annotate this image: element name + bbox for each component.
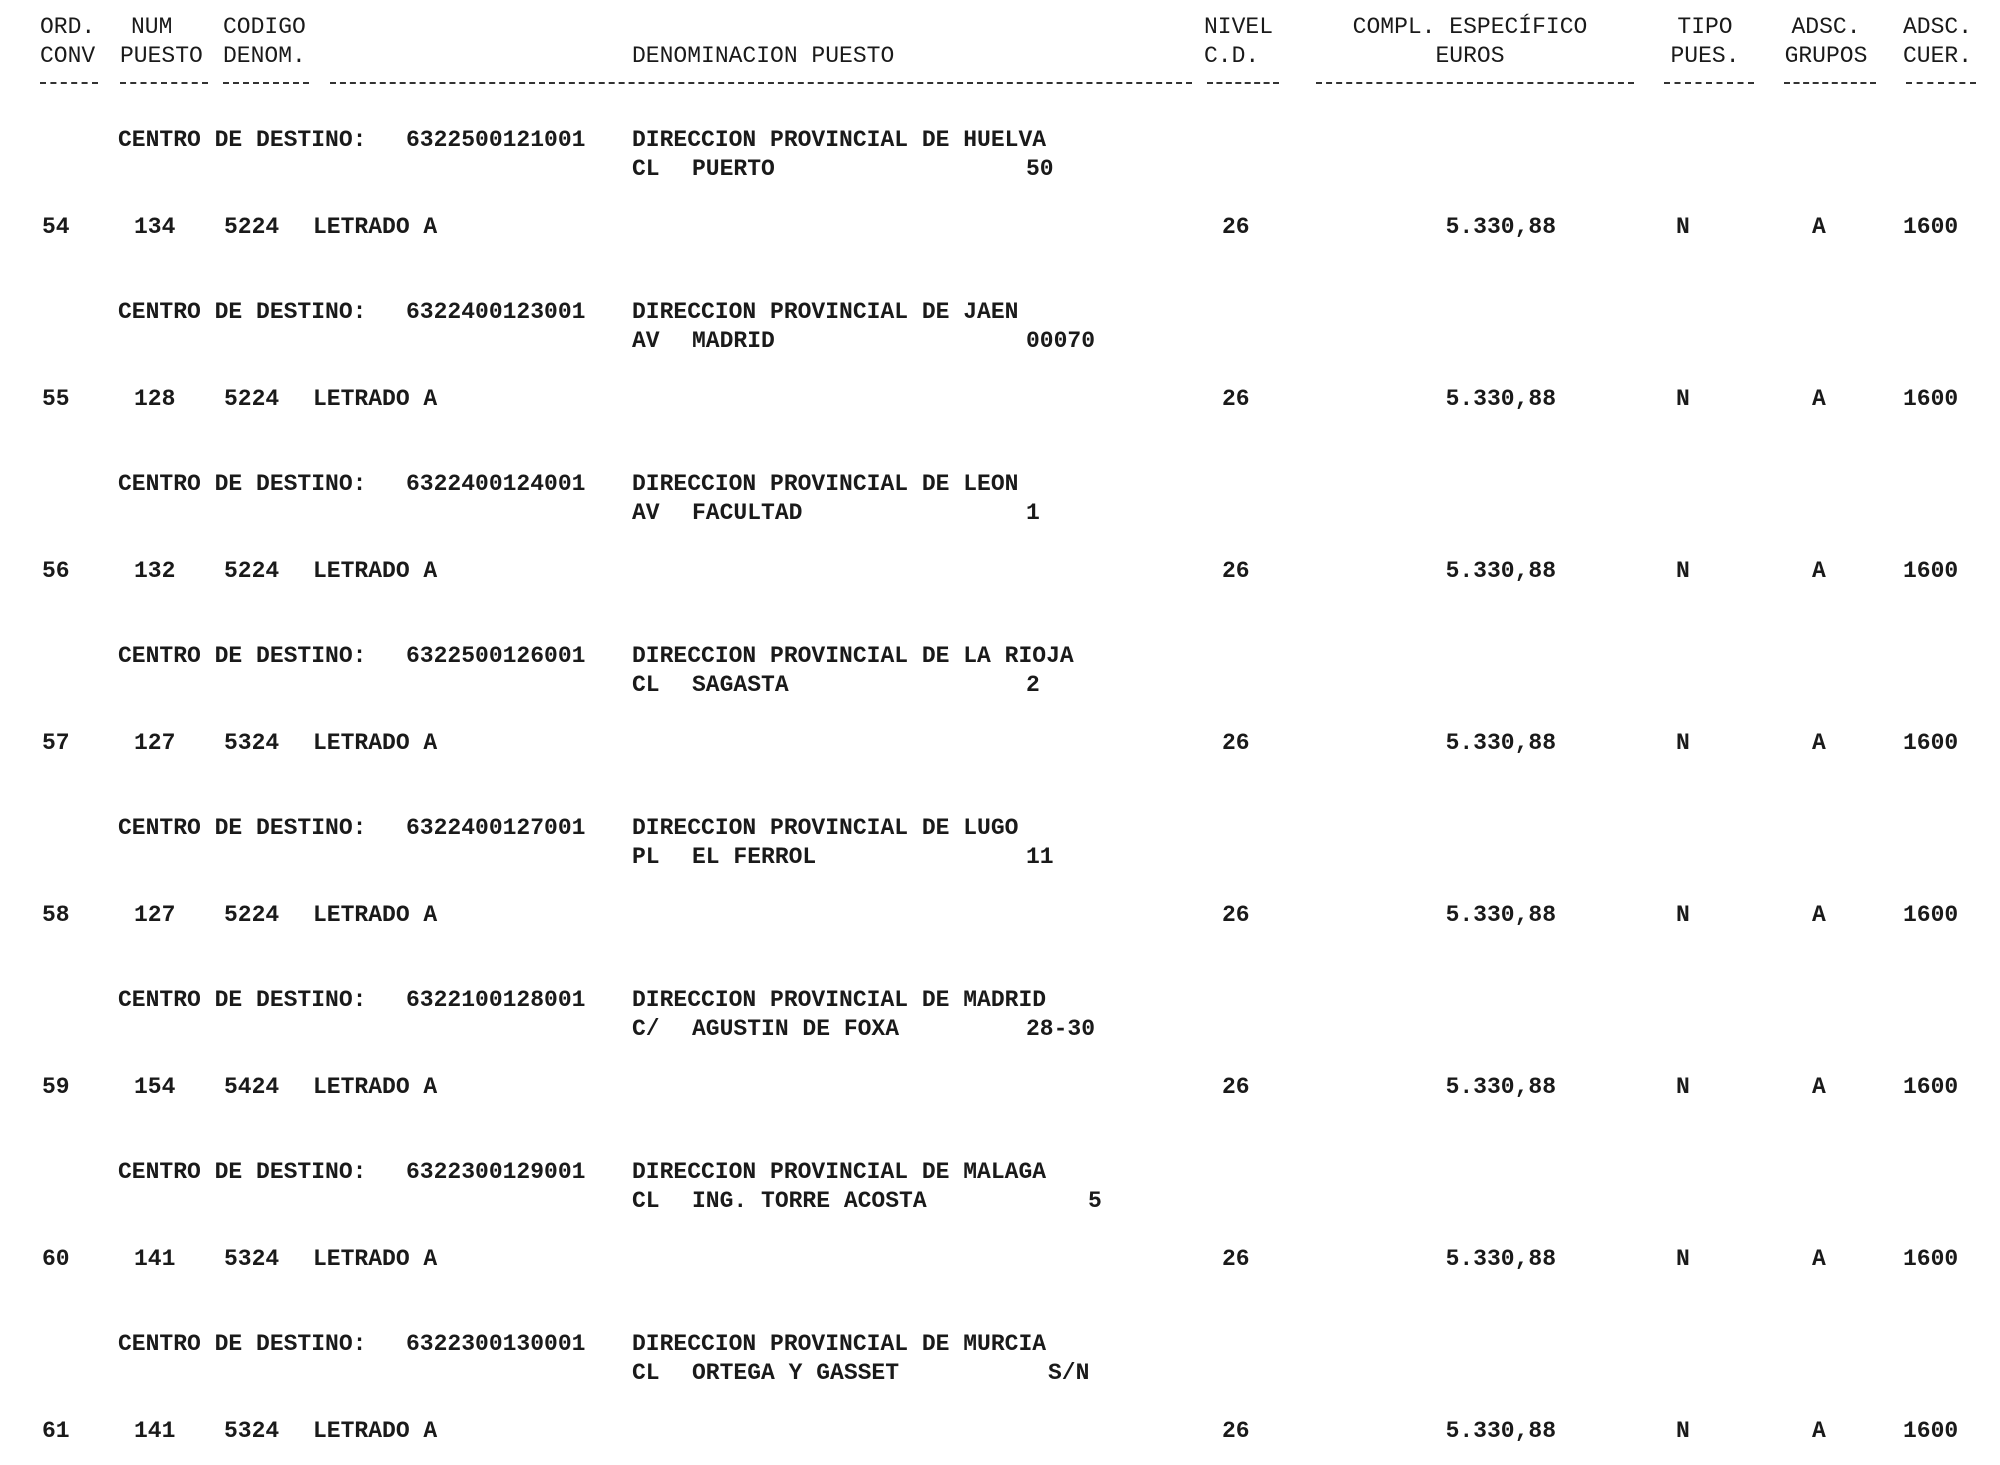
centro-label: CENTRO DE DESTINO: <box>118 1331 367 1357</box>
adsc-cuerpo: 1600 <box>1903 386 1959 412</box>
ord-conv: 61 <box>42 1418 70 1444</box>
header-grupos-line1: ADSC. <box>1791 14 1861 40</box>
centro-codigo: 6322100128001 <box>406 987 586 1013</box>
direccion-via: CL <box>632 1360 660 1386</box>
adsc-cuerpo: 1600 <box>1903 730 1959 756</box>
tipo-puesto: N <box>1676 1246 1690 1272</box>
codigo-denom: 5424 <box>224 1074 280 1100</box>
denominacion-puesto: LETRADO A <box>313 1246 438 1272</box>
adsc-cuerpo: 1600 <box>1903 1074 1959 1100</box>
header-ord-line1: ORD. <box>40 14 96 40</box>
centro-label: CENTRO DE DESTINO: <box>118 299 367 325</box>
complemento-euros: 5.330,88 <box>1445 730 1556 756</box>
num-puesto: 141 <box>134 1418 176 1444</box>
denominacion-puesto: LETRADO A <box>313 902 438 928</box>
direccion-numero: 11 <box>1026 844 1054 870</box>
header-denominacion: DENOMINACION PUESTO <box>632 43 895 69</box>
ord-conv: 60 <box>42 1246 70 1272</box>
direccion-numero: 5 <box>1088 1188 1102 1214</box>
tipo-puesto: N <box>1676 730 1690 756</box>
centro-label: CENTRO DE DESTINO: <box>118 987 367 1013</box>
complemento-euros: 5.330,88 <box>1445 214 1556 240</box>
direccion-via: CL <box>632 1188 660 1214</box>
table-row <box>0 1032 2000 1272</box>
direccion-numero: 2 <box>1026 672 1040 698</box>
complemento-euros: 5.330,88 <box>1445 902 1556 928</box>
centro-nombre: DIRECCION PROVINCIAL DE MURCIA <box>632 1331 1047 1357</box>
table-row <box>0 0 2000 240</box>
centro-label: CENTRO DE DESTINO: <box>118 1159 367 1185</box>
tipo-puesto: N <box>1676 1418 1690 1444</box>
nivel-cd: 26 <box>1222 1246 1250 1272</box>
complemento-euros: 5.330,88 <box>1445 1074 1556 1100</box>
codigo-denom: 5224 <box>224 902 280 928</box>
codigo-denom: 5224 <box>224 214 280 240</box>
num-puesto: 127 <box>134 730 176 756</box>
adsc-cuerpo: 1600 <box>1903 558 1959 584</box>
denominacion-puesto: LETRADO A <box>313 730 438 756</box>
nivel-cd: 26 <box>1222 558 1250 584</box>
centro-nombre: DIRECCION PROVINCIAL DE LA RIOJA <box>632 643 1074 669</box>
complemento-euros: 5.330,88 <box>1445 1418 1556 1444</box>
nivel-cd: 26 <box>1222 386 1250 412</box>
denominacion-puesto: LETRADO A <box>313 1418 438 1444</box>
ord-conv: 59 <box>42 1074 70 1100</box>
table-row <box>0 172 2000 412</box>
centro-label: CENTRO DE DESTINO: <box>118 643 367 669</box>
codigo-denom: 5324 <box>224 730 280 756</box>
ord-conv: 54 <box>42 214 70 240</box>
centro-label: CENTRO DE DESTINO: <box>118 471 367 497</box>
direccion-calle: ORTEGA Y GASSET <box>692 1360 900 1386</box>
direccion-via: PL <box>632 844 660 870</box>
direccion-numero: S/N <box>1048 1360 1090 1386</box>
centro-nombre: DIRECCION PROVINCIAL DE HUELVA <box>632 127 1047 153</box>
complemento-euros: 5.330,88 <box>1445 386 1556 412</box>
header-grupos-line2: GRUPOS <box>1784 43 1868 69</box>
table-row <box>0 860 2000 1100</box>
direccion-calle: ING. TORRE ACOSTA <box>692 1188 927 1214</box>
centro-label: CENTRO DE DESTINO: <box>118 815 367 841</box>
direccion-via: AV <box>632 500 660 526</box>
denominacion-puesto: LETRADO A <box>313 386 438 412</box>
header-ord-line2: CONV <box>40 43 96 69</box>
centro-codigo: 6322500126001 <box>406 643 586 669</box>
tipo-puesto: N <box>1676 558 1690 584</box>
header-num-line1: NUM <box>131 14 173 40</box>
header-tipo-line2: PUES. <box>1670 43 1740 69</box>
adsc-cuerpo: 1600 <box>1903 902 1959 928</box>
ord-conv: 58 <box>42 902 70 928</box>
complemento-euros: 5.330,88 <box>1445 1246 1556 1272</box>
denominacion-puesto: LETRADO A <box>313 1074 438 1100</box>
direccion-via: CL <box>632 672 660 698</box>
header-complemento-line1: COMPL. ESPECÍFICO <box>1352 14 1588 40</box>
direccion-via: CL <box>632 156 660 182</box>
header-codigo-line2: DENOM. <box>223 43 306 69</box>
direccion-numero: 28-30 <box>1026 1016 1096 1042</box>
adsc-grupos: A <box>1812 730 1826 756</box>
denominacion-puesto: LETRADO A <box>313 558 438 584</box>
table-row <box>0 516 2000 756</box>
nivel-cd: 26 <box>1222 1074 1250 1100</box>
centro-codigo: 6322400124001 <box>406 471 586 497</box>
adsc-cuerpo: 1600 <box>1903 1246 1959 1272</box>
adsc-grupos: A <box>1812 558 1826 584</box>
centro-codigo: 6322500121001 <box>406 127 586 153</box>
direccion-calle: MADRID <box>692 328 775 354</box>
header-codigo-line1: CODIGO <box>223 14 306 40</box>
centro-nombre: DIRECCION PROVINCIAL DE JAEN <box>632 299 1019 325</box>
header-cuerpo-line1: ADSC. <box>1903 14 1973 40</box>
num-puesto: 132 <box>134 558 176 584</box>
direccion-calle: FACULTAD <box>692 500 803 526</box>
table-row <box>0 688 2000 928</box>
codigo-denom: 5324 <box>224 1246 280 1272</box>
complemento-euros: 5.330,88 <box>1445 558 1556 584</box>
adsc-grupos: A <box>1812 386 1826 412</box>
num-puesto: 141 <box>134 1246 176 1272</box>
direccion-calle: SAGASTA <box>692 672 789 698</box>
direccion-numero: 00070 <box>1026 328 1096 354</box>
adsc-grupos: A <box>1812 1246 1826 1272</box>
centro-nombre: DIRECCION PROVINCIAL DE LEON <box>632 471 1019 497</box>
centro-label: CENTRO DE DESTINO: <box>118 127 367 153</box>
adsc-cuerpo: 1600 <box>1903 214 1959 240</box>
header-num-line2: PUESTO <box>120 43 203 69</box>
nivel-cd: 26 <box>1222 214 1250 240</box>
direccion-calle: AGUSTIN DE FOXA <box>692 1016 900 1042</box>
num-puesto: 127 <box>134 902 176 928</box>
direccion-calle: PUERTO <box>692 156 775 182</box>
ord-conv: 55 <box>42 386 70 412</box>
header-cuerpo-line2: CUER. <box>1903 43 1973 69</box>
header-complemento-line2: EUROS <box>1435 43 1505 69</box>
tipo-puesto: N <box>1676 214 1690 240</box>
table-row <box>0 344 2000 584</box>
direccion-numero: 1 <box>1026 500 1040 526</box>
nivel-cd: 26 <box>1222 902 1250 928</box>
adsc-grupos: A <box>1812 902 1826 928</box>
direccion-numero: 50 <box>1026 156 1054 182</box>
adsc-cuerpo: 1600 <box>1903 1418 1959 1444</box>
num-puesto: 134 <box>134 214 176 240</box>
tipo-puesto: N <box>1676 902 1690 928</box>
direccion-calle: EL FERROL <box>692 844 817 870</box>
centro-codigo: 6322400123001 <box>406 299 586 325</box>
adsc-grupos: A <box>1812 214 1826 240</box>
ord-conv: 56 <box>42 558 70 584</box>
adsc-grupos: A <box>1812 1074 1826 1100</box>
num-puesto: 154 <box>134 1074 176 1100</box>
nivel-cd: 26 <box>1222 1418 1250 1444</box>
centro-nombre: DIRECCION PROVINCIAL DE MADRID <box>632 987 1047 1013</box>
centro-codigo: 6322300129001 <box>406 1159 586 1185</box>
direccion-via: C/ <box>632 1016 660 1042</box>
denominacion-puesto: LETRADO A <box>313 214 438 240</box>
header-nivel-line1: NIVEL <box>1204 14 1274 40</box>
centro-codigo: 6322300130001 <box>406 1331 586 1357</box>
codigo-denom: 5224 <box>224 558 280 584</box>
centro-codigo: 6322400127001 <box>406 815 586 841</box>
nivel-cd: 26 <box>1222 730 1250 756</box>
header-nivel-line2: C.D. <box>1204 43 1260 69</box>
codigo-denom: 5324 <box>224 1418 280 1444</box>
centro-nombre: DIRECCION PROVINCIAL DE MALAGA <box>632 1159 1047 1185</box>
tipo-puesto: N <box>1676 1074 1690 1100</box>
num-puesto: 128 <box>134 386 176 412</box>
ord-conv: 57 <box>42 730 70 756</box>
table-row <box>0 1204 2000 1444</box>
centro-nombre: DIRECCION PROVINCIAL DE LUGO <box>632 815 1019 841</box>
header-tipo-line1: TIPO <box>1677 14 1733 40</box>
adsc-grupos: A <box>1812 1418 1826 1444</box>
tipo-puesto: N <box>1676 386 1690 412</box>
direccion-via: AV <box>632 328 660 354</box>
codigo-denom: 5224 <box>224 386 280 412</box>
